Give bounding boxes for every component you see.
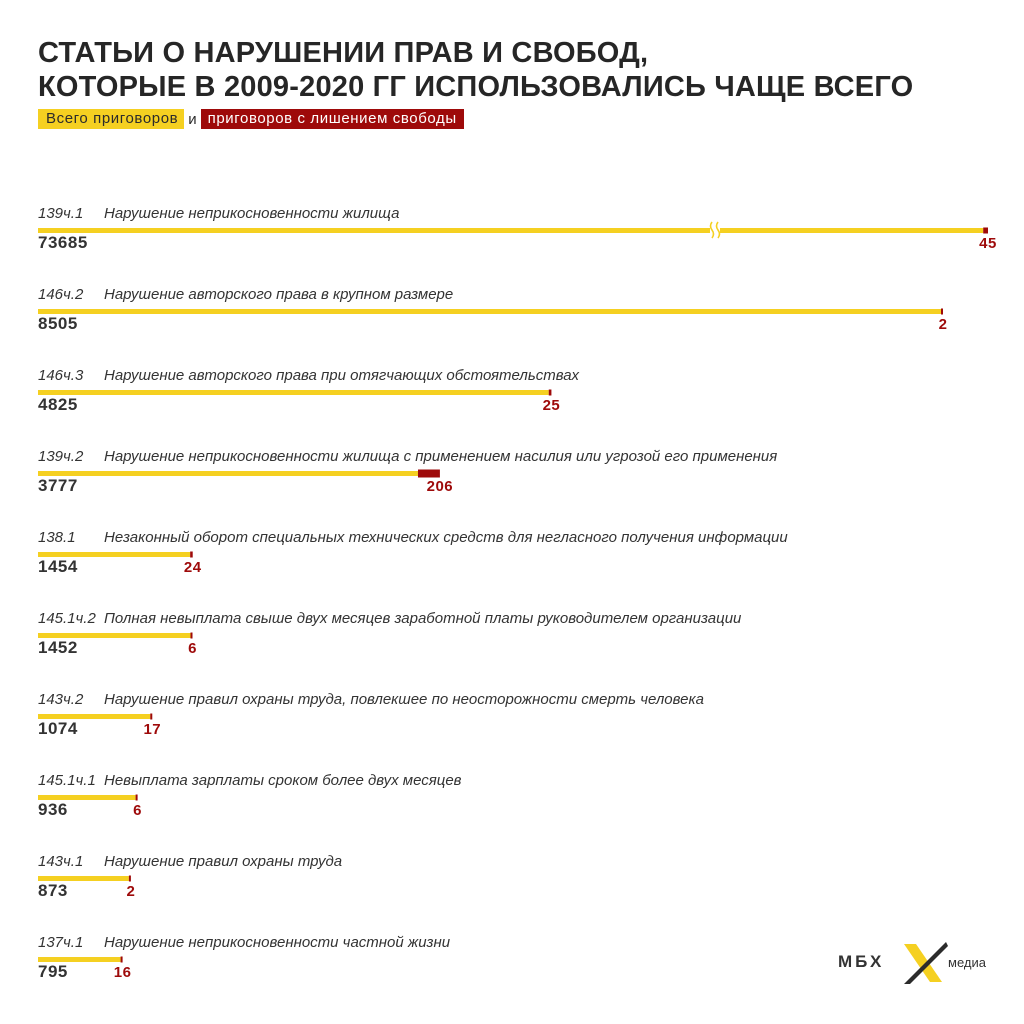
row-code-label: 139ч.1	[38, 205, 84, 222]
row-code-label: 138.1	[38, 529, 76, 546]
logo-brand-text: МБХ	[838, 952, 885, 971]
prison-bar	[418, 470, 440, 478]
legend-separator: и	[188, 110, 197, 128]
prison-value-label: 6	[133, 802, 143, 819]
prison-value-label: 17	[143, 721, 162, 738]
mbh-media-logo	[838, 940, 998, 986]
row-code-label: 143ч.2	[38, 691, 84, 708]
prison-bar	[136, 795, 138, 801]
total-value-label: 3777	[38, 476, 78, 495]
legend-prison-chip: приговоров с лишением свободы	[201, 109, 464, 129]
row-description-label: Нарушение правил охраны труда	[104, 853, 343, 870]
legend-total-chip: Всего приговоров	[38, 109, 184, 129]
row-code-label: 139ч.2	[38, 448, 84, 465]
total-value-label: 73685	[38, 233, 88, 252]
total-bar	[38, 471, 418, 476]
total-bar	[38, 390, 549, 395]
row-code-label: 143ч.1	[38, 853, 84, 870]
prison-bar	[121, 957, 123, 963]
prison-bar	[129, 876, 131, 882]
row-description-label: Нарушение авторского права в крупном размере	[104, 286, 454, 303]
row-description-label: Нарушение неприкосновенности жилища с применением насилия или угрозой его применения	[104, 448, 778, 465]
total-bar	[38, 309, 941, 314]
row-description-label: Нарушение неприкосновенности частной жизни	[104, 934, 451, 951]
row-code-label: 146ч.2	[38, 286, 84, 303]
logo-x-icon	[898, 940, 950, 986]
row-code-label: 145.1ч.2	[38, 610, 96, 627]
total-bar	[38, 228, 983, 233]
row-description-label: Полная невыплата свыше двух месяцев заработной платы руководителем организации	[104, 610, 742, 627]
prison-bar	[190, 552, 193, 558]
row-code-label: 146ч.3	[38, 367, 84, 384]
total-value-label: 1454	[38, 557, 78, 576]
prison-value-label: 2	[938, 316, 948, 333]
total-value-label: 873	[38, 881, 68, 900]
row-description-label: Нарушение неприкосновенности жилища	[104, 205, 400, 222]
total-value-label: 936	[38, 800, 68, 819]
prison-value-label: 24	[183, 559, 202, 576]
logo-sub-text: медиа	[948, 955, 986, 970]
row-description-label: Незаконный оборот специальных технических средств для негласного получения информации	[104, 529, 788, 546]
prison-value-label: 2	[126, 883, 136, 900]
prison-bar	[983, 228, 988, 234]
prison-value-label: 16	[113, 964, 132, 981]
row-description-label: Нарушение авторского права при отягчающих обстоятельствах	[104, 367, 580, 384]
chart-title-line-1: СТАТЬИ О НАРУШЕНИИ ПРАВ И СВОБОД,	[38, 37, 649, 69]
prison-value-label: 45	[979, 235, 997, 252]
prison-value-label: 206	[426, 478, 454, 495]
row-code-label: 145.1ч.1	[38, 772, 96, 789]
total-value-label: 1452	[38, 638, 78, 657]
prison-value-label: 6	[188, 640, 197, 657]
prison-bar	[549, 390, 552, 396]
prison-bar	[941, 309, 943, 315]
chart-title-line-2: КОТОРЫЕ В 2009-2020 ГГ ИСПОЛЬЗОВАЛИСЬ ЧАЩЕ ВСЕГО	[38, 71, 914, 103]
row-description-label: Невыплата зарплаты сроком более двух месяцев	[104, 772, 462, 789]
total-value-label: 4825	[38, 395, 78, 414]
row-description-label: Нарушение правил охраны труда, повлекшее по неосторожности смерть человека	[104, 691, 704, 708]
total-value-label: 1074	[38, 719, 78, 738]
total-value-label: 8505	[38, 314, 78, 333]
row-code-label: 137ч.1	[38, 934, 84, 951]
total-value-label: 795	[38, 962, 68, 981]
prison-bar	[150, 714, 152, 720]
prison-bar	[191, 633, 193, 639]
prison-value-label: 25	[542, 397, 561, 414]
